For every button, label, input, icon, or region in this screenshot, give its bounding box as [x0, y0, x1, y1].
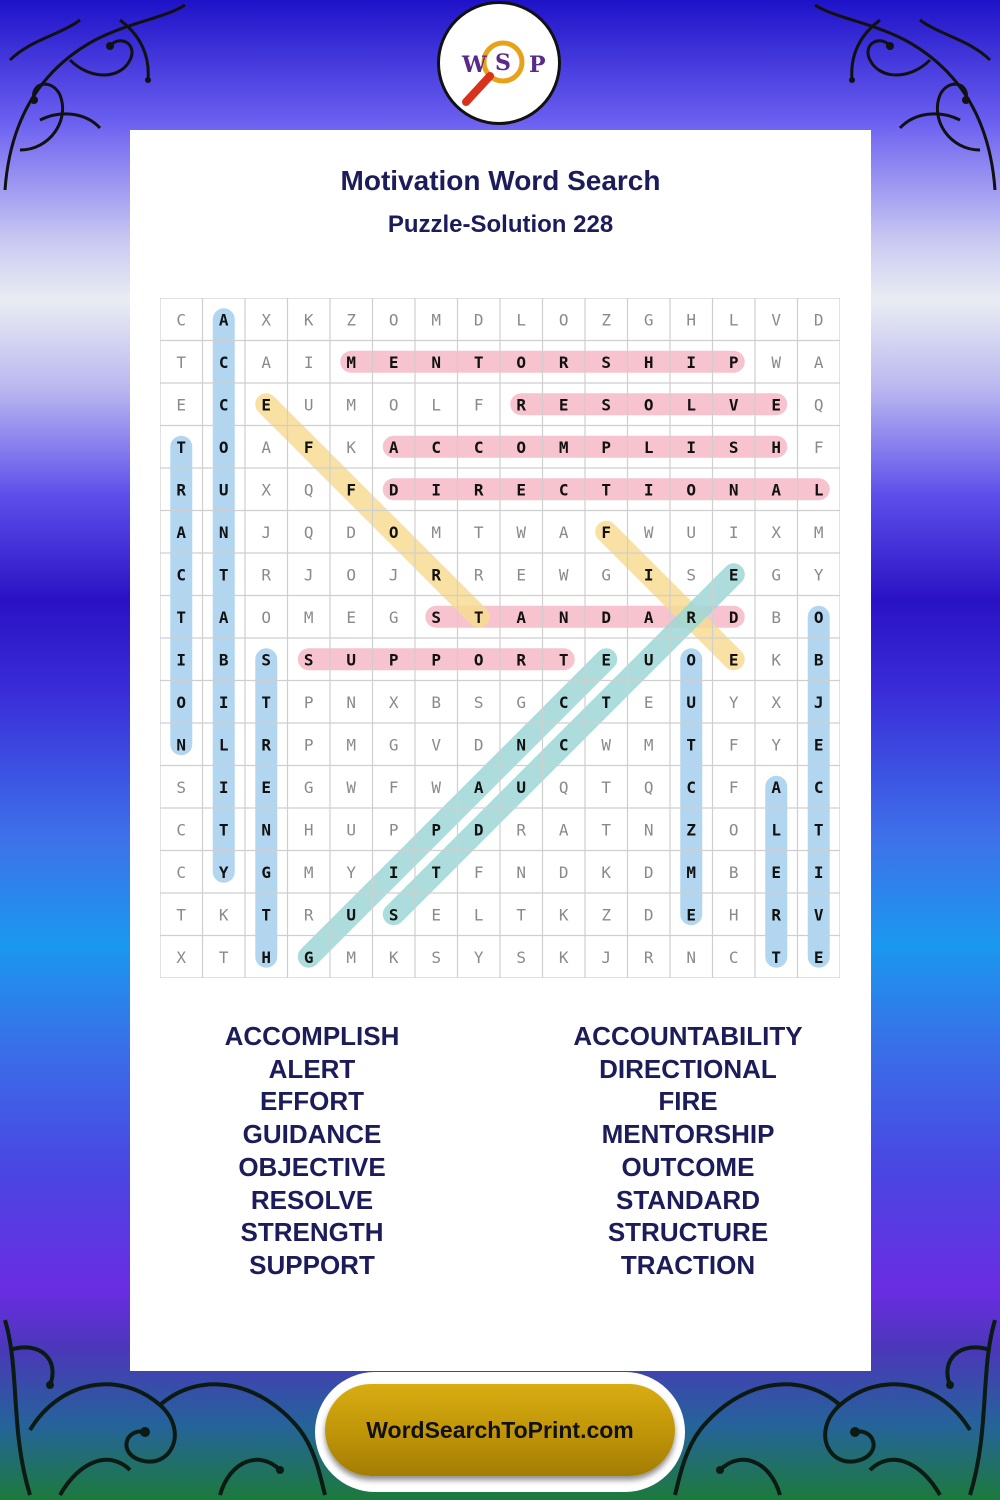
- grid-letter: M: [303, 862, 314, 882]
- grid-letter: E: [728, 565, 739, 585]
- grid-letter: O: [728, 820, 739, 840]
- grid-letter: I: [728, 522, 739, 542]
- grid-letter: W: [516, 522, 527, 542]
- grid-letter: O: [388, 522, 399, 542]
- grid-letter: R: [303, 905, 314, 925]
- word-list-item: TRACTION: [620, 1249, 756, 1280]
- grid-letter: G: [261, 862, 272, 882]
- grid-letter: M: [346, 395, 357, 415]
- grid-letter: M: [303, 607, 314, 627]
- grid-letter: R: [516, 820, 527, 840]
- grid-letter: C: [686, 777, 697, 797]
- grid-letter: O: [516, 352, 527, 372]
- grid-letter: K: [771, 650, 782, 670]
- grid-letter: Q: [558, 777, 569, 797]
- grid-letter: T: [431, 862, 442, 882]
- grid-letter: A: [771, 777, 782, 797]
- grid-letter: K: [346, 437, 357, 457]
- grid-letter: K: [218, 905, 229, 925]
- grid-letter: Q: [813, 395, 824, 415]
- grid-letter: V: [771, 310, 782, 330]
- grid-letter: S: [261, 650, 272, 670]
- grid-letter: H: [728, 905, 739, 925]
- grid-letter: E: [728, 650, 739, 670]
- grid-letter: G: [303, 777, 314, 797]
- page-title: Motivation Word Search: [340, 165, 661, 196]
- grid-letter: I: [176, 650, 187, 670]
- grid-letter: O: [473, 650, 484, 670]
- grid-letter: N: [728, 480, 739, 500]
- grid-letter: B: [431, 692, 442, 712]
- grid-letter: G: [643, 310, 654, 330]
- grid-letter: O: [686, 480, 697, 500]
- grid-letter: R: [516, 650, 527, 670]
- grid-letter: X: [176, 947, 187, 967]
- grid-letter: R: [261, 565, 272, 585]
- grid-letter: X: [261, 310, 272, 330]
- grid-letter: Q: [643, 777, 654, 797]
- grid-letter: T: [218, 565, 229, 585]
- grid-letter: K: [388, 947, 399, 967]
- grid-letter: F: [728, 777, 739, 797]
- grid-letter: D: [473, 820, 484, 840]
- grid-letter: S: [176, 777, 187, 797]
- grid-letter: S: [728, 437, 739, 457]
- grid-letter: F: [473, 862, 484, 882]
- grid-letter: L: [686, 395, 697, 415]
- grid-letter: J: [601, 947, 612, 967]
- site-link[interactable]: WordSearchToPrint.com: [325, 1384, 675, 1476]
- grid-letter: G: [388, 735, 399, 755]
- grid-letter: L: [473, 905, 484, 925]
- grid-letter: G: [388, 607, 399, 627]
- grid-letter: M: [558, 437, 569, 457]
- grid-letter: C: [431, 437, 442, 457]
- grid-letter: O: [813, 607, 824, 627]
- word-list-left: [152, 1020, 472, 1282]
- grid-letter: C: [558, 735, 569, 755]
- wsp-logo[interactable]: [437, 1, 561, 125]
- grid-letter: E: [813, 735, 824, 755]
- grid-letter: A: [388, 437, 399, 457]
- grid-letter: C: [176, 565, 187, 585]
- grid-letter: U: [643, 650, 654, 670]
- grid-letter: Z: [686, 820, 697, 840]
- word-list-item: DIRECTIONAL: [599, 1053, 777, 1084]
- grid-letter: P: [601, 437, 612, 457]
- grid-letter: D: [813, 310, 824, 330]
- grid-letter: D: [728, 607, 739, 627]
- grid-letter: P: [431, 650, 442, 670]
- grid-letter: J: [261, 522, 272, 542]
- grid-letter: X: [261, 480, 272, 500]
- grid-letter: W: [601, 735, 612, 755]
- grid-letter: A: [558, 820, 569, 840]
- grid-letter: C: [473, 437, 484, 457]
- grid-letter: X: [771, 692, 782, 712]
- grid-letter: I: [813, 862, 824, 882]
- grid-letter: G: [303, 947, 314, 967]
- grid-letter: T: [473, 522, 484, 542]
- grid-letter: T: [558, 650, 569, 670]
- grid-letter: B: [813, 650, 824, 670]
- grid-letter: W: [346, 777, 357, 797]
- grid-letter: N: [516, 862, 527, 882]
- grid-letter: K: [601, 862, 612, 882]
- grid-letter: P: [388, 820, 399, 840]
- grid-letter: P: [728, 352, 739, 372]
- grid-letter: K: [303, 310, 314, 330]
- grid-letter: O: [643, 395, 654, 415]
- grid-letter: I: [388, 862, 399, 882]
- word-list-item: MENTORSHIP: [601, 1119, 775, 1150]
- grid-letter: T: [601, 820, 612, 840]
- grid-letter: Z: [601, 905, 612, 925]
- grid-letter: E: [686, 905, 697, 925]
- grid-letter: P: [388, 650, 399, 670]
- grid-letter: R: [473, 480, 484, 500]
- grid-letter: M: [813, 522, 824, 542]
- grid-letter: A: [218, 607, 229, 627]
- grid-letter: S: [431, 947, 442, 967]
- grid-letter: O: [686, 650, 697, 670]
- grid-letter: I: [643, 480, 654, 500]
- grid-letter: A: [218, 310, 229, 330]
- grid-letter: T: [601, 692, 612, 712]
- word-list-item: RESOLVE: [250, 1184, 374, 1215]
- grid-letter: X: [771, 522, 782, 542]
- grid-letter: J: [303, 565, 314, 585]
- grid-letter: D: [388, 480, 399, 500]
- grid-letter: R: [431, 565, 442, 585]
- grid-letter: J: [813, 692, 824, 712]
- grid-letter: D: [473, 310, 484, 330]
- grid-letter: E: [771, 395, 782, 415]
- grid-letter: E: [558, 395, 569, 415]
- grid-letter: I: [218, 692, 229, 712]
- grid-letter: T: [473, 352, 484, 372]
- grid-letter: S: [303, 650, 314, 670]
- grid-letter: E: [431, 905, 442, 925]
- grid-letter: E: [261, 777, 272, 797]
- grid-letter: N: [176, 735, 187, 755]
- grid-letter: M: [346, 947, 357, 967]
- grid-letter: A: [473, 777, 484, 797]
- word-list-item: GUIDANCE: [242, 1119, 382, 1150]
- grid-letter: C: [176, 310, 187, 330]
- grid-letter: F: [728, 735, 739, 755]
- grid-letter: T: [261, 905, 272, 925]
- grid-letter: Y: [728, 692, 739, 712]
- grid-letter: T: [686, 735, 697, 755]
- grid-letter: T: [176, 437, 187, 457]
- grid-letter: E: [771, 862, 782, 882]
- word-list-item: ALERT: [268, 1053, 356, 1084]
- grid-letter: T: [176, 607, 187, 627]
- grid-letter: R: [261, 735, 272, 755]
- grid-letter: D: [473, 735, 484, 755]
- grid-letter: C: [813, 777, 824, 797]
- grid-letter: S: [516, 947, 527, 967]
- grid-letter: N: [431, 352, 442, 372]
- grid-letter: W: [558, 565, 569, 585]
- grid-letter: K: [558, 905, 569, 925]
- grid-letter: A: [261, 352, 272, 372]
- grid-letter: Y: [346, 862, 357, 882]
- grid-letter: D: [601, 607, 612, 627]
- grid-letter: U: [303, 395, 314, 415]
- grid-letter: Z: [601, 310, 612, 330]
- grid-letter: N: [643, 820, 654, 840]
- grid-letter: O: [516, 437, 527, 457]
- grid-letter: E: [388, 352, 399, 372]
- grid-letter: Q: [303, 480, 314, 500]
- grid-letter: P: [303, 735, 314, 755]
- grid-letter: S: [601, 395, 612, 415]
- grid-letter: C: [218, 395, 229, 415]
- grid-letter: H: [261, 947, 272, 967]
- grid-letter: Y: [813, 565, 824, 585]
- grid-letter: E: [516, 565, 527, 585]
- grid-letter: F: [601, 522, 612, 542]
- grid-letter: N: [516, 735, 527, 755]
- grid-letter: I: [431, 480, 442, 500]
- grid-letter: T: [261, 692, 272, 712]
- grid-letter: M: [346, 352, 357, 372]
- grid-letter: T: [218, 947, 229, 967]
- grid-letter: V: [728, 395, 739, 415]
- word-list-item: ACCOMPLISH: [224, 1021, 400, 1051]
- grid-letter: C: [176, 862, 187, 882]
- grid-letter: D: [558, 862, 569, 882]
- grid-letter: L: [728, 310, 739, 330]
- grid-letter: R: [686, 607, 697, 627]
- grid-letter: A: [176, 522, 187, 542]
- grid-letter: Y: [218, 862, 229, 882]
- page-subtitle: Puzzle-Solution 228: [387, 211, 614, 238]
- grid-letter: M: [686, 862, 697, 882]
- grid-letter: U: [516, 777, 527, 797]
- grid-letter: O: [218, 437, 229, 457]
- grid-letter: C: [558, 480, 569, 500]
- grid-letter: C: [558, 692, 569, 712]
- grid-letter: L: [813, 480, 824, 500]
- grid-letter: A: [261, 437, 272, 457]
- grid-letter: N: [558, 607, 569, 627]
- grid-letter: M: [431, 522, 442, 542]
- grid-letter: S: [601, 352, 612, 372]
- grid-letter: E: [601, 650, 612, 670]
- grid-letter: A: [516, 607, 527, 627]
- grid-letter: T: [176, 352, 187, 372]
- grid-letter: S: [388, 905, 399, 925]
- grid-letter: O: [176, 692, 187, 712]
- grid-letter: H: [771, 437, 782, 457]
- site-banner[interactable]: [315, 1372, 685, 1492]
- grid-letter: I: [686, 437, 697, 457]
- grid-letter: N: [218, 522, 229, 542]
- grid-letter: T: [813, 820, 824, 840]
- grid-letter: D: [643, 862, 654, 882]
- grid-letter: B: [218, 650, 229, 670]
- grid-letter: R: [473, 565, 484, 585]
- logo-letter-p: P: [529, 52, 546, 78]
- grid-letter: B: [728, 862, 739, 882]
- grid-letter: L: [516, 310, 527, 330]
- grid-letter: W: [643, 522, 654, 542]
- grid-letter: S: [686, 565, 697, 585]
- word-list-item: FIRE: [658, 1086, 718, 1117]
- grid-letter: F: [813, 437, 824, 457]
- grid-letter: L: [643, 437, 654, 457]
- grid-letter: W: [771, 352, 782, 372]
- grid-letter: I: [218, 777, 229, 797]
- grid-letter: S: [473, 692, 484, 712]
- grid-letter: U: [346, 820, 357, 840]
- grid-letter: L: [431, 395, 442, 415]
- grid-letter: O: [388, 395, 399, 415]
- grid-letter: H: [303, 820, 314, 840]
- grid-letter: Y: [771, 735, 782, 755]
- word-list-right: [528, 1020, 848, 1282]
- grid-letter: C: [176, 820, 187, 840]
- grid-letter: R: [176, 480, 187, 500]
- grid-letter: T: [516, 905, 527, 925]
- grid-letter: A: [643, 607, 654, 627]
- grid-letter: G: [601, 565, 612, 585]
- grid-letter: F: [473, 395, 484, 415]
- grid-letter: A: [771, 480, 782, 500]
- grid-letter: P: [431, 820, 442, 840]
- grid-letter: I: [686, 352, 697, 372]
- grid-letter: M: [643, 735, 654, 755]
- grid-letter: J: [388, 565, 399, 585]
- grid-letter: Y: [473, 947, 484, 967]
- grid-letter: R: [516, 395, 527, 415]
- word-list-item: ACCOUNTABILITY: [573, 1021, 803, 1051]
- grid-letter: R: [643, 947, 654, 967]
- grid-letter: D: [643, 905, 654, 925]
- grid-letter: O: [388, 310, 399, 330]
- grid-letter: E: [176, 395, 187, 415]
- magnifier-icon: [440, 4, 558, 122]
- word-list-item: STRUCTURE: [607, 1217, 769, 1248]
- grid-letter: E: [516, 480, 527, 500]
- grid-letter: R: [771, 905, 782, 925]
- grid-letter: E: [643, 692, 654, 712]
- grid-letter: V: [813, 905, 824, 925]
- grid-letter: H: [686, 310, 697, 330]
- grid-letter: I: [303, 352, 314, 372]
- word-list-item: OUTCOME: [621, 1151, 755, 1182]
- grid-letter: Z: [346, 310, 357, 330]
- word-grid: [160, 298, 840, 978]
- grid-letter: X: [388, 692, 399, 712]
- grid-letter: N: [346, 692, 357, 712]
- grid-letter: L: [218, 735, 229, 755]
- grid-letter: M: [431, 310, 442, 330]
- grid-letter: T: [218, 820, 229, 840]
- grid-letter: E: [346, 607, 357, 627]
- grid-letter: K: [558, 947, 569, 967]
- logo-letter-w: W: [462, 52, 487, 78]
- grid-letter: A: [813, 352, 824, 372]
- grid-letter: T: [473, 607, 484, 627]
- puzzle-card: [130, 130, 871, 1371]
- grid-letter: U: [218, 480, 229, 500]
- grid-letter: F: [303, 437, 314, 457]
- grid-letter: W: [431, 777, 442, 797]
- grid-letter: O: [346, 565, 357, 585]
- word-list-item: EFFORT: [260, 1086, 364, 1117]
- grid-letter: R: [558, 352, 569, 372]
- grid-letter: U: [686, 522, 697, 542]
- grid-letter: D: [346, 522, 357, 542]
- grid-letter: Q: [303, 522, 314, 542]
- grid-letter: B: [771, 607, 782, 627]
- grid-letter: T: [771, 947, 782, 967]
- grid-letter: F: [388, 777, 399, 797]
- grid-letter: F: [346, 480, 357, 500]
- grid-letter: A: [558, 522, 569, 542]
- grid-letter: C: [728, 947, 739, 967]
- grid-letter: T: [601, 480, 612, 500]
- grid-letter: O: [558, 310, 569, 330]
- grid-letter: U: [346, 650, 357, 670]
- grid-letter: T: [176, 905, 187, 925]
- grid-letter: E: [261, 395, 272, 415]
- word-list-item: STANDARD: [616, 1184, 760, 1215]
- grid-letter: G: [771, 565, 782, 585]
- grid-letter: S: [431, 607, 442, 627]
- word-list-item: OBJECTIVE: [238, 1151, 386, 1182]
- grid-letter: H: [643, 352, 654, 372]
- grid-letter: L: [771, 820, 782, 840]
- grid-letter: C: [218, 352, 229, 372]
- grid-letter: V: [431, 735, 442, 755]
- grid-letter: G: [516, 692, 527, 712]
- grid-letter: M: [346, 735, 357, 755]
- word-list-item: SUPPORT: [249, 1249, 375, 1280]
- logo-letter-s: S: [495, 50, 511, 76]
- grid-letter: P: [303, 692, 314, 712]
- grid-letter: U: [686, 692, 697, 712]
- grid-letter: I: [643, 565, 654, 585]
- grid-letter: T: [601, 777, 612, 797]
- grid-letter: N: [686, 947, 697, 967]
- grid-letter: U: [346, 905, 357, 925]
- grid-letter: O: [261, 607, 272, 627]
- grid-letter: N: [261, 820, 272, 840]
- word-list-item: STRENGTH: [240, 1217, 384, 1248]
- grid-letter: E: [813, 947, 824, 967]
